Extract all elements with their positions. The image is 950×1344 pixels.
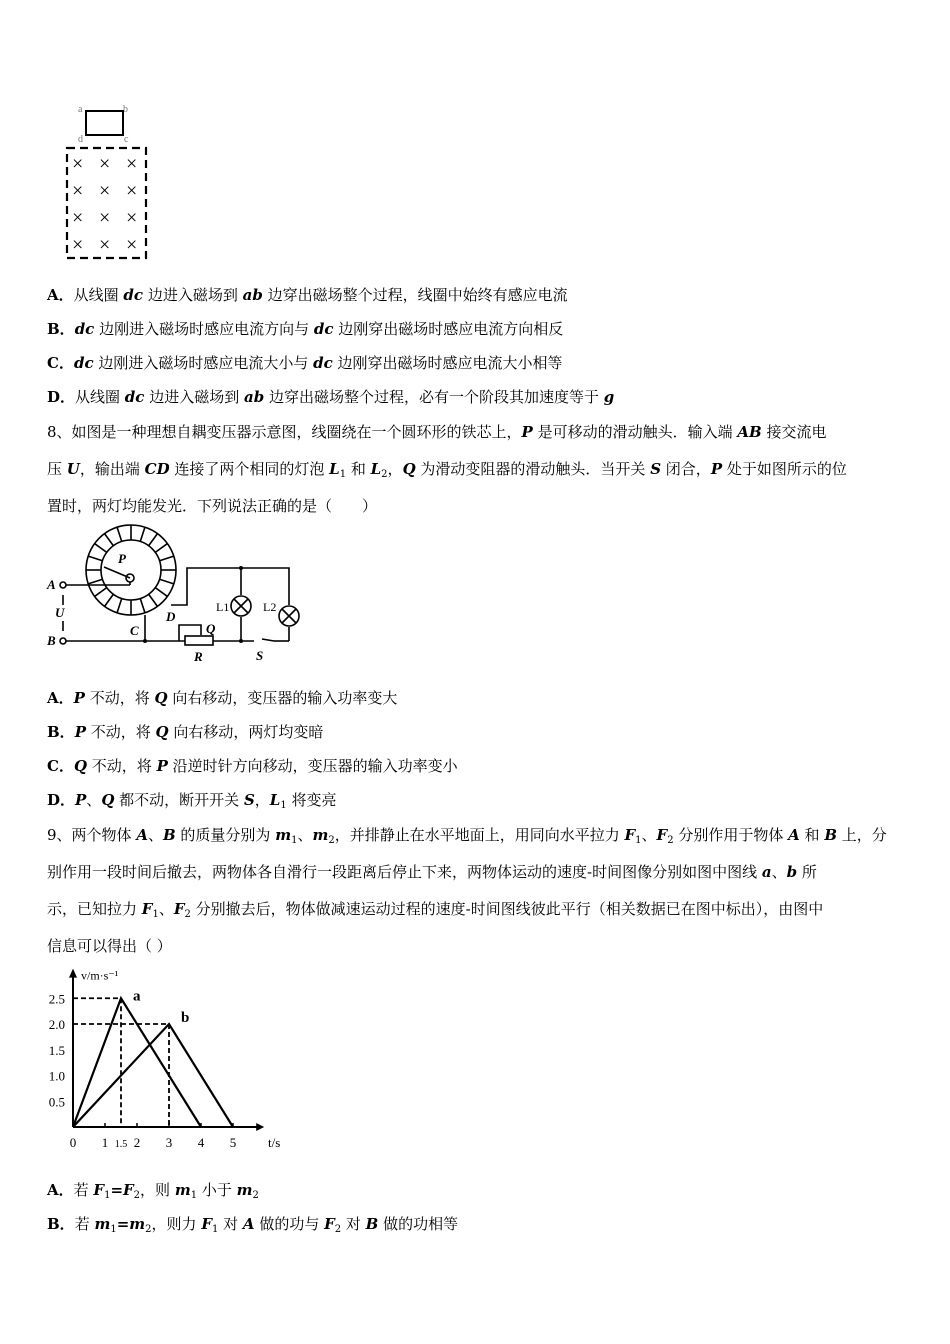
subscript: 1 xyxy=(190,1190,198,1201)
math-variable: AB xyxy=(737,423,762,441)
text-run: 不动，将 xyxy=(87,757,157,775)
text-run: 信息可以得出（ ） xyxy=(47,937,172,955)
math-variable: Q xyxy=(155,723,169,741)
text-run: 闭合， xyxy=(661,460,711,478)
math-variable: dc xyxy=(124,388,145,406)
math-variable: S xyxy=(243,791,255,809)
text-run: 不动，将 xyxy=(85,723,156,741)
text-run: 不动，将 xyxy=(84,689,155,707)
text-run: ，则力 xyxy=(151,1215,202,1233)
text-run: 做的功与 xyxy=(254,1215,325,1233)
x-axis-arrow xyxy=(256,1123,264,1131)
y-axis-label: v/m·s⁻¹ xyxy=(81,968,119,983)
math-variable: A xyxy=(136,826,148,844)
field-cross-icon: × xyxy=(72,207,84,229)
subscript: 1 xyxy=(104,1190,111,1201)
text-run: ，输出端 xyxy=(79,460,145,478)
x-tick-label: 4 xyxy=(197,1135,205,1150)
field-cross-icon: × xyxy=(99,153,111,175)
math-variable: S xyxy=(650,460,662,478)
subscript: 1 xyxy=(211,1224,219,1235)
text-run: ， xyxy=(254,791,270,809)
math-variable: dc xyxy=(74,320,95,338)
field-cross-icon: × xyxy=(126,180,138,202)
math-variable: F xyxy=(173,900,185,918)
field-cross-icon: × xyxy=(72,153,84,175)
option-label: C． xyxy=(47,354,74,372)
field-cross-icon: × xyxy=(72,234,84,256)
text-run: ，并排静止在水平地面上，用同向水平拉力 xyxy=(334,826,625,844)
math-variable: dc xyxy=(123,286,144,304)
subscript: 1 xyxy=(152,909,159,920)
subscript: 1 xyxy=(110,1224,117,1235)
label-d: d xyxy=(78,134,83,145)
math-variable: dc xyxy=(313,354,333,372)
math-variable: L xyxy=(329,460,340,478)
subscript: 2 xyxy=(252,1190,259,1201)
label-b: b xyxy=(123,104,128,115)
math-variable: ab xyxy=(243,388,265,406)
subscript: 1 xyxy=(280,800,287,811)
text-run: 示，已知拉力 xyxy=(47,900,142,918)
option-label: D． xyxy=(47,388,76,406)
math-variable: =m xyxy=(116,1215,146,1233)
option-label: B． xyxy=(47,723,75,741)
math-variable: P xyxy=(710,460,723,478)
voltage-u-label: U xyxy=(55,605,65,620)
math-variable: L xyxy=(370,460,382,478)
y-axis-arrow xyxy=(69,969,77,978)
field-cross-icon: × xyxy=(99,234,111,256)
math-variable: B xyxy=(162,826,176,844)
slider-p-label: P xyxy=(118,551,126,566)
x-tick-label: 3 xyxy=(165,1135,173,1150)
math-variable: CD xyxy=(144,460,170,478)
text-run: 若 xyxy=(74,1215,95,1233)
text-run: 边刚穿出磁场时感应电流方向相反 xyxy=(333,320,564,338)
math-variable: F xyxy=(624,826,636,844)
slider-q-label: Q xyxy=(206,621,216,636)
text-run: 对 xyxy=(218,1215,243,1233)
text-run: 边刚穿出磁场时感应电流大小相等 xyxy=(332,354,563,372)
text-run: 若 xyxy=(73,1181,94,1199)
text-run: 、 xyxy=(297,826,313,844)
text-run: 和 xyxy=(799,826,825,844)
field-cross-icon: × xyxy=(99,207,111,229)
terminal-a-label: A xyxy=(47,577,56,592)
terminal-c-label: C xyxy=(130,623,139,638)
field-cross-icon: × xyxy=(72,180,84,202)
text-run: 、 xyxy=(641,826,657,844)
x-tick-label: 2 xyxy=(133,1135,141,1150)
option-label: A． xyxy=(47,286,74,304)
subscript: 2 xyxy=(667,835,674,846)
text-run: 、 xyxy=(158,900,174,918)
field-cross-icon: × xyxy=(99,180,111,202)
math-variable: A xyxy=(788,826,800,844)
text-run: 小于 xyxy=(197,1181,237,1199)
option-label: A． xyxy=(47,1181,74,1199)
math-variable: A xyxy=(242,1215,255,1233)
text-run: 分别撤去后，物体做减速运动过程的速度-时间图线彼此平行（相关数据已在图中标出），由图中 xyxy=(190,900,824,918)
text-run: 连接了两个相同的灯泡 xyxy=(169,460,330,478)
text-run: ，则 xyxy=(140,1181,175,1199)
x-tick-label: 0 xyxy=(69,1135,77,1150)
math-variable: Q xyxy=(101,791,115,809)
math-variable: Q xyxy=(402,460,416,478)
subscript: 2 xyxy=(381,469,388,480)
text-run: 将变亮 xyxy=(286,791,337,809)
label-a: a xyxy=(78,104,83,115)
math-variable: m xyxy=(174,1181,191,1199)
math-variable: m xyxy=(94,1215,111,1233)
q9-option-b xyxy=(47,1214,458,1240)
text-run: 向右移动，变压器的输入功率变大 xyxy=(167,689,398,707)
math-variable: ab xyxy=(242,286,263,304)
text-run: 8、如图是一种理想自耦变压器示意图，线圈绕在一个圆环形的铁芯上， xyxy=(47,423,522,441)
text-run: 接交流电 xyxy=(761,423,827,441)
text-run: 和 xyxy=(346,460,371,478)
y-tick-label: 2.0 xyxy=(48,1017,65,1032)
math-variable: F xyxy=(656,826,668,844)
subscript: 1 xyxy=(291,835,298,846)
subscript: 2 xyxy=(145,1224,152,1235)
text-run: 别作用一段时间后撤去，两物体各自滑行一段距离后停止下来，两物体运动的速度-时间图像分别如图中图线 xyxy=(47,863,762,881)
text-run: 分别作用于物体 xyxy=(673,826,789,844)
text-run: 都不动，断开开关 xyxy=(114,791,244,809)
math-variable: a xyxy=(761,863,772,881)
x-tick-label: 1 xyxy=(101,1135,109,1150)
math-variable: F xyxy=(93,1181,105,1199)
field-cross-icon: × xyxy=(126,153,138,175)
math-variable: m xyxy=(275,826,292,844)
math-variable: =F xyxy=(110,1181,134,1199)
text-run: 边进入磁场到 xyxy=(144,388,244,406)
math-variable: m xyxy=(312,826,329,844)
subscript: 2 xyxy=(184,909,191,920)
text-run: 边穿出磁场整个过程，线圈中始终有感应电流 xyxy=(262,286,568,304)
math-variable: Q xyxy=(73,757,88,775)
text-run: 是可移动的滑动触头．输入端 xyxy=(532,423,738,441)
switch-s-label: S xyxy=(256,648,264,663)
math-variable: P xyxy=(74,723,86,741)
text-run: 从线圈 xyxy=(73,286,124,304)
text-run: 为滑动变阻器的滑动触头．当开关 xyxy=(415,460,651,478)
math-variable: g xyxy=(603,388,615,406)
text-run: 边穿出磁场整个过程，必有一个阶段其加速度等于 xyxy=(264,388,604,406)
y-tick-label: 1.5 xyxy=(48,1042,65,1058)
text-run: 从线圈 xyxy=(75,388,125,406)
option-label: B． xyxy=(47,320,75,338)
subscript: 2 xyxy=(334,1224,342,1235)
x-tick-label: 1.5 xyxy=(114,1139,128,1150)
math-variable: P xyxy=(156,757,168,775)
text-run: 边刚进入磁场时感应电流方向与 xyxy=(94,320,314,338)
math-variable: F xyxy=(324,1215,335,1233)
text-run: 做的功相等 xyxy=(378,1215,459,1233)
text-run: 向右移动，两灯均变暗 xyxy=(168,723,324,741)
text-run: 处于如图所示的位 xyxy=(722,460,847,478)
subscript: 1 xyxy=(635,835,642,846)
y-tick-label: 2.5 xyxy=(48,991,65,1007)
terminal-b-label: B xyxy=(47,633,56,648)
field-cross-icon: × xyxy=(126,234,138,256)
text-run: 、 xyxy=(771,863,787,881)
math-variable: m xyxy=(236,1181,253,1199)
math-variable: B xyxy=(365,1215,379,1233)
option-label: D． xyxy=(47,791,76,809)
math-variable: L xyxy=(269,791,281,809)
q9-option-a xyxy=(47,1180,259,1206)
terminal-d-label: D xyxy=(166,609,176,624)
lamp-l2-label: L2 xyxy=(263,600,277,614)
text-run: 压 xyxy=(47,460,67,478)
text-run: 9、两个物体 xyxy=(47,826,137,844)
text-run: 上，分 xyxy=(837,826,887,844)
text-run: 所 xyxy=(797,863,817,881)
option-label: C． xyxy=(47,757,74,775)
math-variable: Q xyxy=(154,689,168,707)
text-run: 置时，两灯均能发光．下列说法正确的是（ ） xyxy=(47,497,378,515)
text-run: ， xyxy=(387,460,403,478)
text-run: 边刚进入磁场时感应电流大小与 xyxy=(93,354,314,372)
resistor-r-label: R xyxy=(194,649,203,664)
math-variable: P xyxy=(521,423,533,441)
field-cross-icon: × xyxy=(126,207,138,229)
text-run: 、 xyxy=(147,826,163,844)
option-label: A． xyxy=(47,689,74,707)
math-variable: dc xyxy=(73,354,94,372)
subscript: 2 xyxy=(328,835,335,846)
text-run: 的质量分别为 xyxy=(175,826,276,844)
math-variable: F xyxy=(141,900,153,918)
series-label-b: b xyxy=(181,1010,190,1026)
text-run: 边进入磁场到 xyxy=(143,286,243,304)
text-run: 对 xyxy=(341,1215,366,1233)
math-variable: b xyxy=(786,863,798,881)
y-tick-label: 1.0 xyxy=(48,1068,65,1084)
math-variable: U xyxy=(66,460,80,478)
lamp-l1-label: L1 xyxy=(216,600,230,614)
subscript: 2 xyxy=(133,1190,141,1201)
math-variable: B xyxy=(824,826,837,844)
series-line-b xyxy=(73,1024,233,1127)
subscript: 1 xyxy=(339,469,347,480)
x-tick-label: 5 xyxy=(229,1135,237,1150)
label-c: c xyxy=(124,134,129,145)
math-variable: dc xyxy=(313,320,334,338)
math-variable: F xyxy=(201,1215,212,1233)
math-variable: P xyxy=(73,689,85,707)
option-label: B． xyxy=(47,1215,75,1233)
series-label-a: a xyxy=(133,988,141,1005)
y-tick-label: 0.5 xyxy=(48,1094,65,1110)
text-run: 、 xyxy=(86,791,102,809)
text-run: 沿逆时针方向移动，变压器的输入功率变小 xyxy=(167,757,458,775)
x-axis-label: t/s xyxy=(268,1135,281,1150)
math-variable: P xyxy=(75,791,87,809)
